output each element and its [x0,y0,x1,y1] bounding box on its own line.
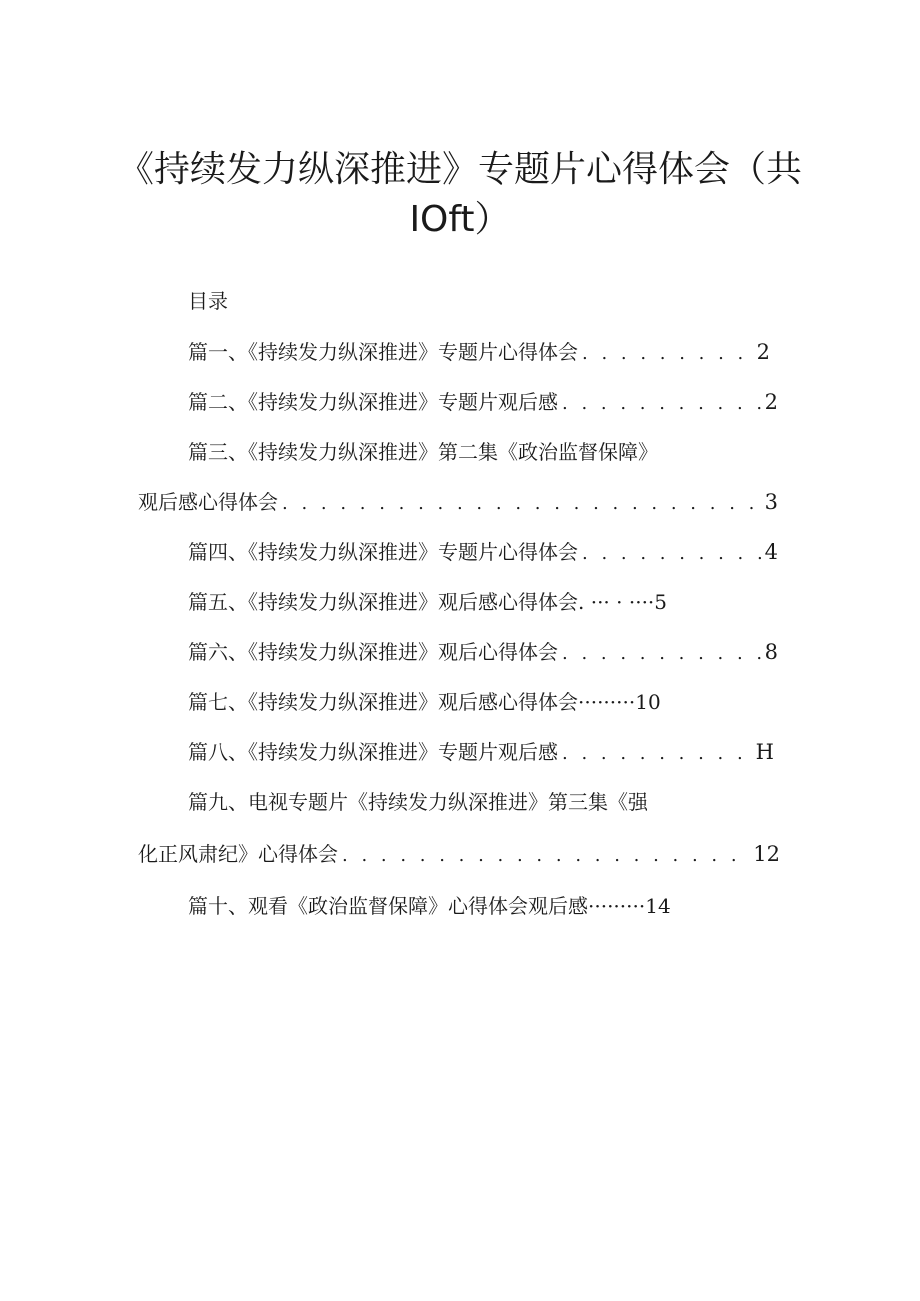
toc-entry-9-first-line[interactable]: 篇九、电视专题片《持续发力纵深推进》第三集《强 [188,790,648,814]
toc-entry-text: 化正风肃纪》心得体会 [138,842,338,866]
toc-entry-2[interactable] [188,386,778,418]
document-title-line-1: 《持续发力纵深推进》专题片心得体会（共 [117,149,802,190]
toc-page-number: 12 [753,842,780,866]
toc-entry-text: 篇一、《持续发力纵深推进》专题片心得体会 [188,340,578,364]
toc-entry-text: 篇七、《持续发力纵深推进》观后感心得体会 [188,690,578,714]
toc-page-suffix: ·········14 [588,894,671,918]
toc-entry-1[interactable] [188,336,770,368]
toc-page-number: 3 [764,490,778,514]
toc-entry-text: 观后感心得体会 [138,490,278,514]
toc-entry-3[interactable] [138,486,778,518]
toc-page-suffix: ·········10 [578,690,661,714]
toc-entry-3-first-line[interactable]: 篇三、《持续发力纵深推进》第二集《政治监督保障》 [188,440,658,464]
toc-entry-5[interactable] [188,586,667,618]
toc-entry-7[interactable] [188,686,661,718]
document-title-line-2: IOft） [409,199,511,240]
toc-entry-text: 篇八、《持续发力纵深推进》专题片观后感 [188,740,558,764]
toc-entry-text: 篇二、《持续发力纵深推进》专题片观后感 [188,390,558,414]
dot-leader [562,388,761,420]
dot-leader [582,538,761,570]
toc-page-number: 2 [756,340,770,364]
dot-leader [562,738,752,770]
dot-leader [562,638,761,670]
dot-leader [342,840,749,872]
toc-entry-text: 篇四、《持续发力纵深推进》专题片心得体会 [188,540,578,564]
toc-entry-6[interactable] [188,636,778,668]
toc-entry-10[interactable] [188,890,671,922]
toc-page-suffix: . ··· · ····5 [578,590,668,614]
toc-page-number: 8 [764,640,778,664]
toc-entry-4[interactable] [188,536,778,568]
dot-leader [282,488,761,520]
toc-page-number: 4 [764,540,778,564]
toc-entry-text: 篇六、《持续发力纵深推进》观后心得体会 [188,640,558,664]
dot-leader [582,338,753,370]
toc-entry-text: 篇十、观看《政治监督保障》心得体会观后感 [188,894,588,918]
toc-entry-text: 篇五、《持续发力纵深推进》观后感心得体会 [188,590,578,614]
toc-entry-8[interactable] [188,736,774,768]
toc-heading: 目录 [188,289,228,313]
toc-page-number: 2 [764,390,778,414]
toc-page-number: H [755,740,774,764]
toc-entry-9[interactable] [138,838,780,870]
